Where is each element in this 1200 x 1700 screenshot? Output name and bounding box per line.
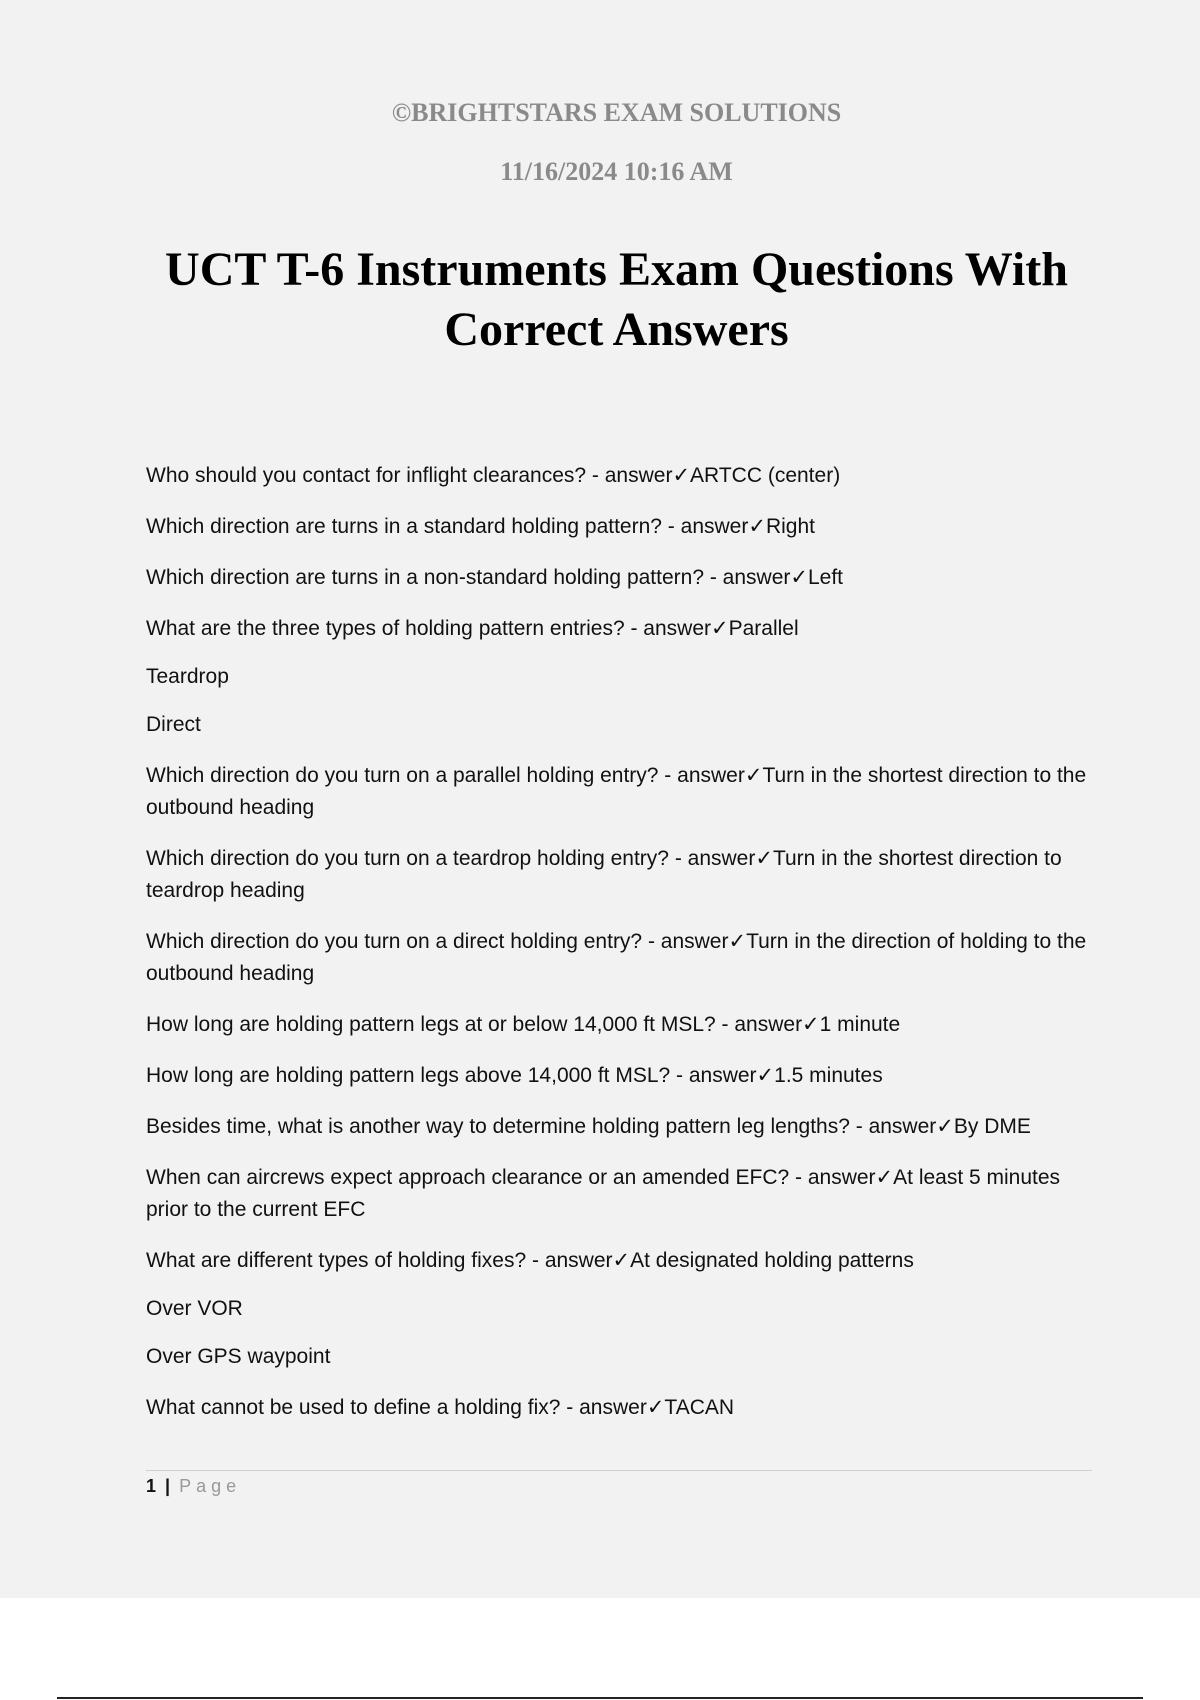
answer-check-label: answer✓ <box>660 930 747 953</box>
qa-question: How long are holding pattern legs above 14,000 ft MSL? - <box>146 1064 689 1087</box>
qa-item <box>146 1245 1096 1277</box>
answer-check-label: answer✓ <box>687 847 773 870</box>
answer-check-label: answer✓ <box>807 1166 894 1189</box>
qa-item <box>146 1060 1096 1092</box>
answer-check-label: answer✓ <box>643 617 729 640</box>
qa-item <box>146 1009 1096 1041</box>
document-title-line-2: Correct Answers <box>444 303 789 356</box>
qa-item <box>146 1162 1096 1226</box>
qa-question: When can aircrews expect approach clearance or an amended EFC? - <box>146 1166 808 1189</box>
qa-item <box>146 926 1096 990</box>
answer-check-label: answer✓ <box>544 1249 631 1272</box>
qa-answer: 1.5 minutes <box>774 1064 883 1087</box>
qa-question: What are the three types of holding pattern entries? - <box>146 617 644 640</box>
qa-continuation-text: Direct <box>146 713 201 736</box>
qa-item <box>146 460 1096 492</box>
viewer-bottom-divider <box>57 1697 1143 1699</box>
qa-answer: Turn in the direction of holding to the outbound heading <box>146 930 1087 985</box>
page-separator: | <box>165 1476 171 1496</box>
answer-check-label: answer✓ <box>604 464 691 487</box>
answer-check-label: answer✓ <box>677 764 763 787</box>
qa-question: Who should you contact for inflight clearances? - <box>146 464 605 487</box>
qa-item <box>146 613 1096 645</box>
document-title-line-1: UCT T-6 Instruments Exam Questions With <box>165 243 1068 296</box>
qa-answer: Right <box>765 515 815 538</box>
qa-item <box>146 843 1096 907</box>
answer-check-label: answer✓ <box>688 1064 775 1087</box>
qa-answer: TACAN <box>664 1396 735 1419</box>
qa-answer: ARTCC (center) <box>690 464 841 487</box>
page-footer <box>146 1476 241 1497</box>
answer-check-label: answer✓ <box>579 1396 665 1419</box>
qa-item <box>146 511 1096 543</box>
qa-item <box>146 562 1096 594</box>
qa-answer: At least 5 minutes prior to the current EFC <box>146 1166 1061 1221</box>
qa-question: Besides time, what is another way to determine holding pattern leg lengths? - <box>146 1115 869 1138</box>
qa-question: Which direction do you turn on a direct holding entry? - <box>146 930 661 953</box>
qa-item <box>146 1111 1096 1143</box>
qa-question: Which direction are turns in a standard holding pattern? - <box>146 515 681 538</box>
qa-answer: Left <box>807 566 843 589</box>
page-label: Page <box>179 1476 242 1496</box>
footer-divider <box>146 1470 1092 1471</box>
qa-answer: Turn in the shortest direction to the outbound heading <box>146 764 1087 819</box>
answer-check-label: answer✓ <box>868 1115 954 1138</box>
watermark-brand: ©BRIGHTSTARS EXAM SOLUTIONS <box>391 98 842 127</box>
answer-check-label: answer✓ <box>734 1013 820 1036</box>
qa-item <box>146 760 1096 824</box>
qa-answer: At designated holding patterns <box>630 1249 914 1272</box>
qa-list <box>146 460 1096 1443</box>
answer-check-label: answer✓ <box>680 515 766 538</box>
qa-continuation-text: Teardrop <box>146 665 229 688</box>
qa-question: Which direction do you turn on a parallel holding entry? - <box>146 764 678 787</box>
qa-answer: Turn in the shortest direction to teardrop heading <box>146 847 1062 902</box>
qa-continuation-text: Over VOR <box>146 1297 243 1320</box>
qa-answer: Parallel <box>728 617 799 640</box>
qa-item <box>146 1341 1096 1373</box>
qa-continuation-text: Over GPS waypoint <box>146 1345 331 1368</box>
qa-question: Which direction are turns in a non-standard holding pattern? - <box>146 566 723 589</box>
qa-question: What cannot be used to define a holding fix? - <box>146 1396 580 1419</box>
answer-check-label: answer✓ <box>722 566 808 589</box>
qa-question: What are different types of holding fixes? - <box>146 1249 545 1272</box>
qa-item <box>146 661 1096 693</box>
document-datetime: 11/16/2024 10:16 AM <box>500 157 733 186</box>
qa-answer: By DME <box>953 1115 1031 1138</box>
page-number: 1 <box>146 1476 157 1496</box>
document-title <box>0 240 1200 360</box>
qa-item <box>146 1293 1096 1325</box>
qa-item <box>146 1392 1096 1424</box>
qa-question: Which direction do you turn on a teardrop holding entry? - <box>146 847 688 870</box>
qa-question: How long are holding pattern legs at or below 14,000 ft MSL? - <box>146 1013 735 1036</box>
qa-answer: 1 minute <box>819 1013 901 1036</box>
qa-item <box>146 709 1096 741</box>
